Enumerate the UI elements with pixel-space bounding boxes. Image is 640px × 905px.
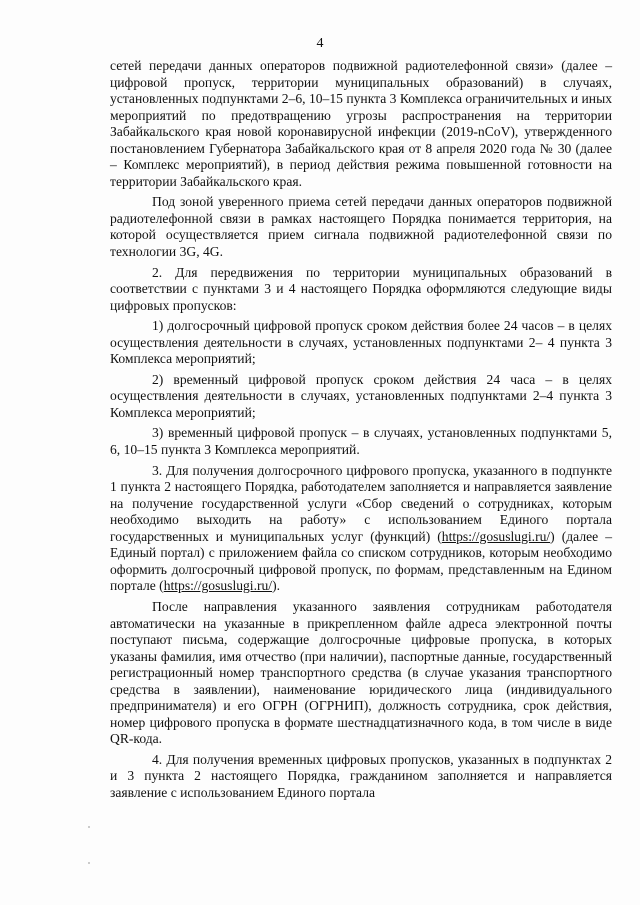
paragraph — [110, 463, 612, 595]
paragraph-text: Под зоной уверенного приема сетей передачи данных операторов подвижной радиотелефонной связи в рамках настоящего Порядка понимается территория, на которой осуществляется прием сигнала подвижной радиотелефонной связи по технологии 3G, 4G. — [110, 194, 612, 260]
paragraph-text: 3) временный цифровой пропуск – в случаях, установленных подпунктами 5, 6, 10–15 пункта 3 Комплекса мероприятий. — [110, 425, 612, 458]
paragraph-text: 4. Для получения временных цифровых пропусков, указанных в подпунктах 2 и 3 пункта 2 настоящего Порядка, гражданином заполняется и направляется заявление с использованием Единого портала — [110, 751, 612, 800]
document-body — [110, 58, 612, 806]
paragraph — [110, 318, 612, 368]
paragraph-text: сетей передачи данных операторов подвижной радиотелефонной связи» (далее – цифровой пропуск, территории муниципальных образований) в случаях, установленных подпунктами 2–6, 10–15 пункта 3 Комплекса ограничительных и иных мероприятий по предотвращению угрозы распространения на территории Забайкальского края новой коронавирусной инфекции (2019-nCoV), утвержденного постановлением Губернатора Забайкальского края от 8 апреля 2020 года № 30 (далее – Комплекс мероприятий), в период действия режима повышенной готовности на территории Забайкальского края. — [110, 58, 612, 189]
paragraph — [110, 425, 612, 458]
scan-speck — [88, 826, 90, 828]
paragraph — [110, 372, 612, 422]
paragraph-text: 2) временный цифровой пропуск сроком действия 24 часа – в целях осуществления деятельности в случаях, установленных подпунктами 2–4 пункта 3 Комплекса мероприятий; — [110, 371, 612, 420]
paragraph-text: 1) долгосрочный цифровой пропуск сроком действия более 24 часов – в целях осуществления деятельности в случаях, установленных подпунктами 2– 4 пункта 3 Комплекса мероприятий; — [110, 318, 612, 367]
paragraph-text: ) (далее – Единый портал) с приложением файла со списком сотрудников, которым необходимо оформить долгосрочный цифровой пропуск, по формам, представленным на Едином портале ( — [110, 528, 612, 594]
paragraph — [110, 599, 612, 748]
gosuslugi-link[interactable]: https://gosuslugi.ru/ — [441, 528, 551, 544]
gosuslugi-link[interactable]: https://gosuslugi.ru/ — [163, 578, 273, 594]
paragraph — [110, 194, 612, 260]
page-number: 4 — [316, 36, 324, 51]
paragraph-text: 3. Для получения долгосрочного цифрового пропуска, указанного в подпункте 1 пункта 2 настоящего Порядка, работодателем заполняется и направляется заявление на получение государственной услуги «Сбор сведений о сотрудниках, которым необходимо выходить на работу» с использованием Единого портала государственных и муниципальных услуг (функций) ( — [110, 462, 612, 544]
paragraph-text: ). — [272, 578, 281, 594]
paragraph — [110, 265, 612, 315]
paragraph-text: 2. Для передвижения по территории муниципальных образований в соответствии с пунктами 3 и 4 настоящего Порядка оформляются следующие виды цифровых пропусков: — [110, 264, 612, 313]
paragraph — [110, 752, 612, 802]
paragraph-text: После направления указанного заявления сотрудникам работодателя автоматически на указанные в прикрепленном файле адреса электронной почты поступают письма, содержащие долгосрочные цифровые пропуска, в которых указаны фамилия, имя отчество (при наличии), паспортные данные, государственный регистрационный номер транспортного средства (в случае указания транспортного средства в заявлении), наименование юридического лица (индивидуального предпринимателя) и его ОГРН (ОГРНИП), должность сотрудника, срок действия, номер цифрового пропуска в формате шестнадцатизначного кода, в том числе в виде QR-кода. — [110, 598, 612, 747]
paragraph — [110, 58, 612, 190]
scan-speck — [88, 862, 90, 864]
